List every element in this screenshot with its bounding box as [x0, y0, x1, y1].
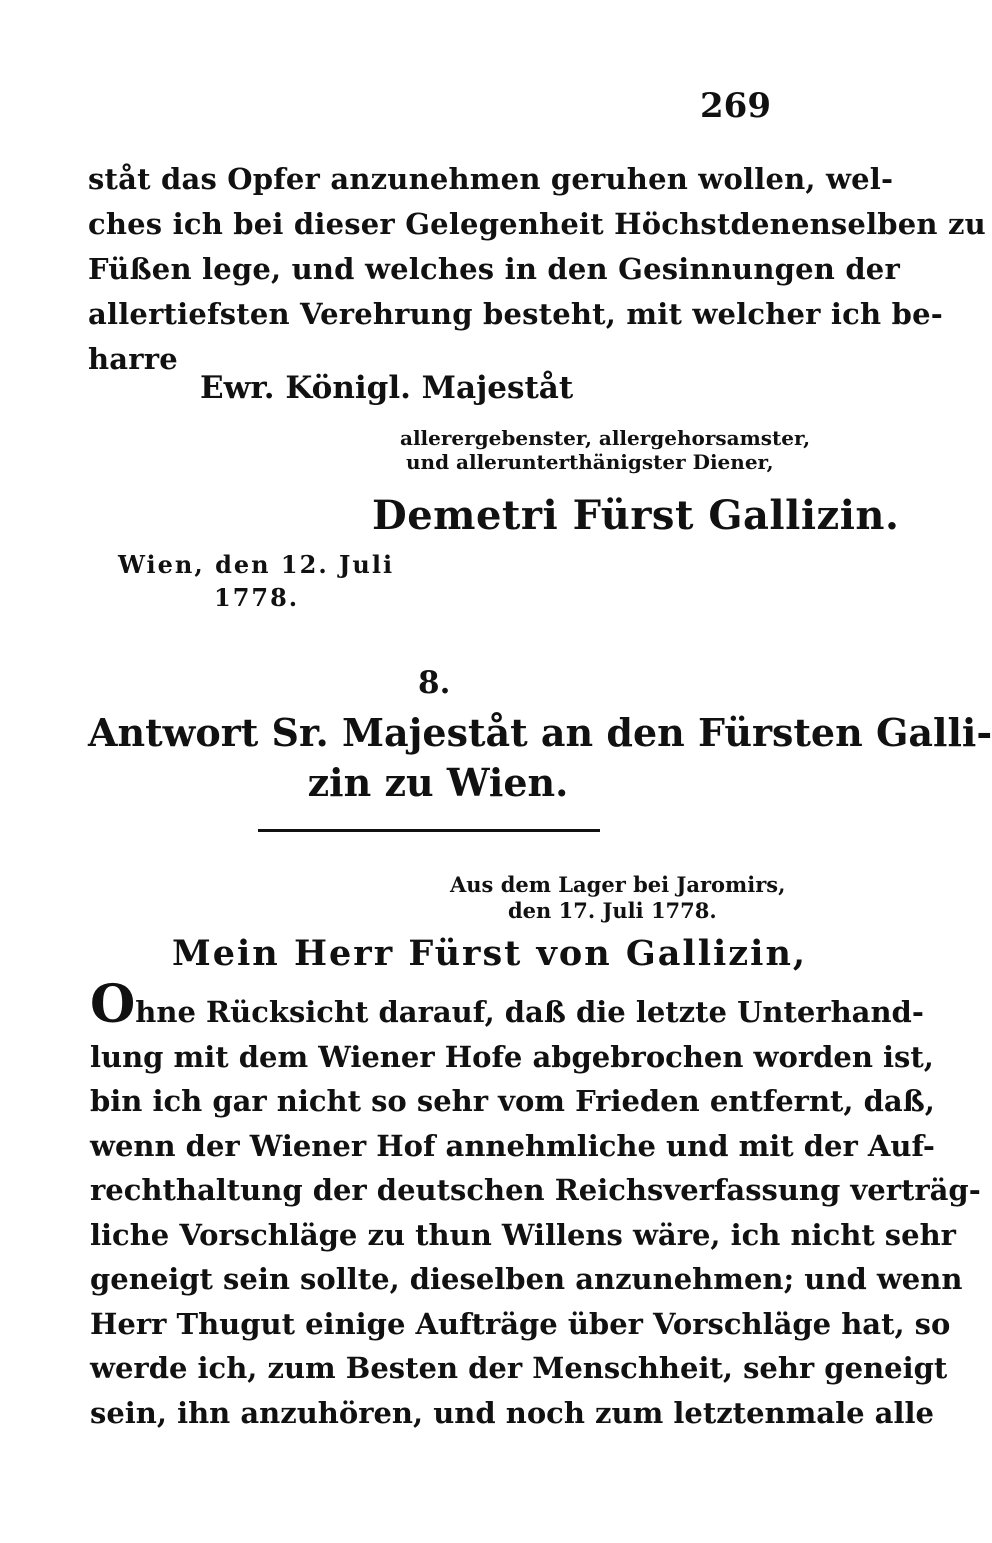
text-line: liche Vorschläge zu thun Willens wäre, ich nicht sehr	[90, 1217, 956, 1252]
letter-paragraph	[88, 157, 986, 382]
closing-titles	[400, 426, 810, 474]
text-line: allertiefsten Verehrung besteht, mit welcher ich be-	[88, 297, 943, 331]
text-line: wenn der Wiener Hof annehmliche und mit der Auf-	[90, 1128, 935, 1163]
letter-origin	[450, 872, 785, 924]
place-date	[118, 548, 394, 614]
text-line: ståt das Opfer anzunehmen geruhen wollen, wel-	[88, 162, 894, 196]
text-line: sein, ihn anzuhören, und noch zum letztenmale alle	[90, 1395, 934, 1430]
text-line: Herr Thugut einige Aufträge über Vorschläge hat, so	[90, 1306, 951, 1341]
section-heading	[88, 708, 992, 808]
heading-line: Antwort Sr. Majeståt an den Fürsten Galli-	[88, 710, 992, 755]
text-line: werde ich, zum Besten der Menschheit, sehr geneigt	[90, 1351, 948, 1385]
origin-line: den 17. Juli 1778.	[508, 898, 717, 923]
drop-cap: O	[90, 974, 136, 1035]
divider-rule	[258, 829, 600, 832]
place-date-year: 1778.	[214, 583, 300, 612]
text-line: ches ich bei dieser Gelegenheit Höchstdenenselben zu	[88, 207, 986, 241]
text-line: Füßen lege, und welches in den Gesinnungen der	[88, 252, 900, 286]
letter-greeting: Mein Herr Fürst von Gallizin,	[172, 933, 808, 974]
text-line	[90, 974, 924, 1035]
closing-title-line: allerergebenster, allergehorsamster,	[400, 426, 811, 450]
heading-line: zin zu Wien.	[307, 760, 569, 805]
place-date-line: Wien, den 12. Juli	[118, 550, 395, 579]
closing-title-line: und allerunterthänigster Diener,	[406, 450, 774, 474]
text-line: geneigt sein sollte, dieselben anzunehmen; und wenn	[90, 1262, 963, 1296]
text-line: harre	[88, 342, 178, 376]
page-number: 269	[700, 86, 771, 126]
document-number: 8.	[418, 665, 451, 701]
salutation: Ewr. Königl. Majeståt	[200, 370, 574, 406]
origin-line: Aus dem Lager bei Jaromirs,	[450, 872, 786, 897]
letter-body	[90, 974, 981, 1435]
text-line: rechthaltung der deutschen Reichsverfassung verträg-	[90, 1173, 981, 1207]
signature: Demetri Fürst Gallizin.	[372, 492, 900, 539]
text-line: lung mit dem Wiener Hofe abgebrochen worden ist,	[90, 1039, 934, 1074]
text-line: bin ich gar nicht so sehr vom Frieden entfernt, daß,	[90, 1084, 935, 1118]
text-line-rest: hne Rücksicht darauf, daß die letzte Unterhand-	[135, 995, 924, 1029]
